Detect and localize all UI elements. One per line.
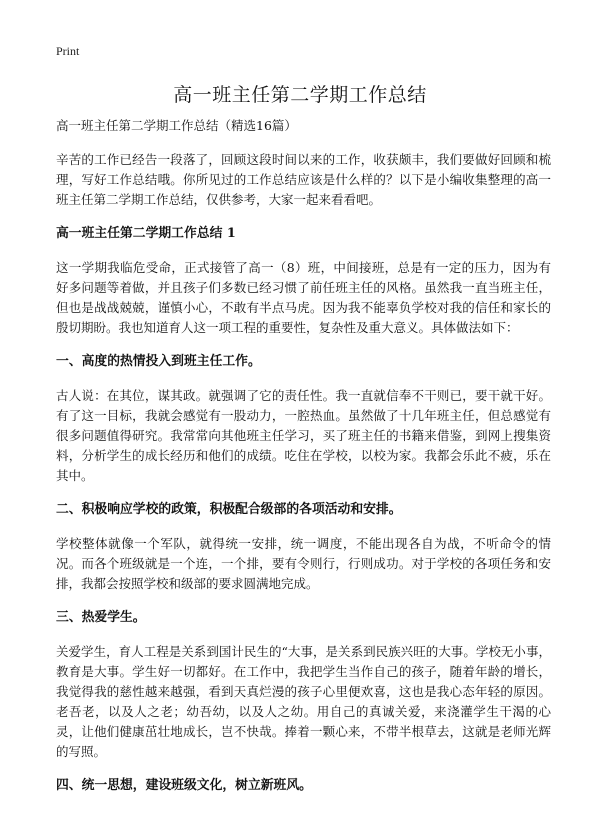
- section-paragraph-1: 这一学期我临危受命，正式接管了高一（8）班，中间接班，总是有一定的压力，因为有好多问题等着做，并且孩子们多数已经习惯了前任班主任的风格。虽然我一直当班主任，但也是战战兢兢，谨慎小心，不敢有半点马虎。因为我不能辜负学校对我的信任和家长的殷切期盼。我也知道育人这一项工程的重要性，复杂性及重大意义。具体做法如下：: [56, 260, 551, 335]
- point-heading-4: 四、统一思想，建设班级文化，树立新班风。: [56, 778, 312, 793]
- point-paragraph-1: 古人说：在其位，谋其政。就强调了它的责任性。我一直就信奉不干则已，要干就干好。有了这一目标，我就会感觉有一股动力，一腔热血。虽然做了十几年班主任，但总感觉有很多问题值得研究。我常常向其他班主任学习，买了班主任的书籍来借鉴，到网上搜集资料，分析学生的成长经历和他们的成绩。吃住在学校，以校为家。我都会乐此不疲，乐在其中。: [56, 388, 551, 483]
- point-heading-1: 一、高度的热情投入到班主任工作。: [56, 354, 261, 369]
- point-heading-2: 二、积极响应学校的政策，积极配合级部的各项活动和安排。: [56, 502, 402, 517]
- document-body: [56, 116, 551, 810]
- point-paragraph-2: 学校整体就像一个军队，就得统一安排，统一调度，不能出现各自为战，不听命令的情况。而各个班级就是一个连，一个排，要有令则行，行则成功。对于学校的各项任务和安排，我都会按照学校和级部的要求圆满地完成。: [56, 536, 551, 591]
- print-link[interactable]: Print: [56, 44, 80, 58]
- page-title: 高一班主任第二学期工作总结: [173, 84, 427, 106]
- intro-paragraph: 辛苦的工作已经告一段落了，回顾这段时间以来的工作，收获颇丰，我们要做好回顾和梳理，写好工作总结哦。你所见过的工作总结应该是什么样的？以下是小编收集整理的高一班主任第二学期工作总结，仅供参考，大家一起来看看吧。: [56, 152, 551, 207]
- section-heading-1: 高一班主任第二学期工作总结 1: [56, 226, 236, 241]
- document-subtitle: 高一班主任第二学期工作总结（精选16篇）: [56, 118, 297, 133]
- point-paragraph-3: 关爱学生，育人工程是关系到国计民生的“大事，是关系到民族兴旺的大事。学校无小事，教育是大事。学生好一切都好。在工作中，我把学生当作自己的孩子，随着年龄的增长，我觉得我的慈性越来越强，看到天真烂漫的孩子心里便欢喜，这也是我心态年轻的原因。老吾老，以及人之老；幼吾幼，以及人之幼。用自己的真诚关爱，来浇灌学生干渴的心灵，让他们健康茁壮地成长，岂不快哉。捧着一颗心来，不带半根草去，这就是老师光辉的写照。: [56, 644, 551, 759]
- point-heading-3: 三、热爱学生。: [56, 610, 146, 625]
